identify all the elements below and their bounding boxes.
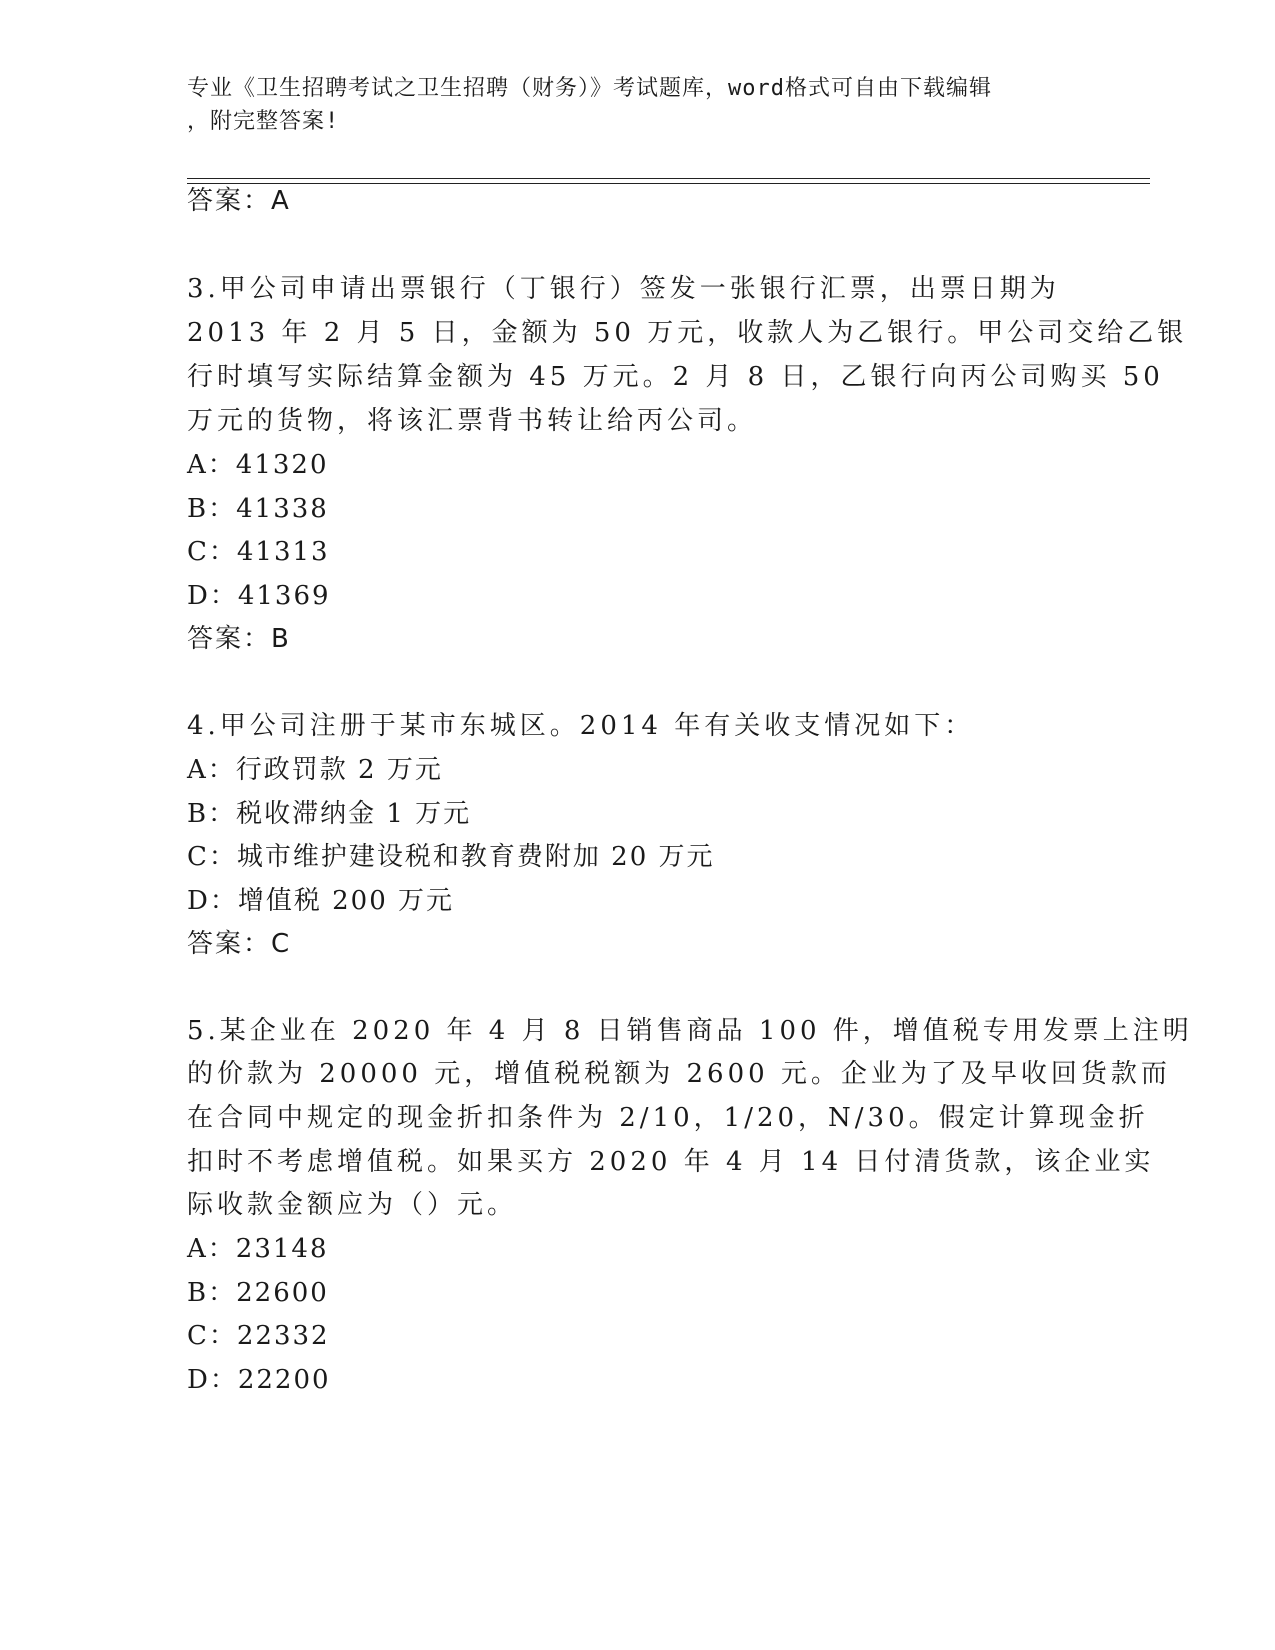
q4-text-line-1: 4.甲公司注册于某市东城区。2014 年有关收支情况如下： (187, 711, 975, 741)
q3-text-line-3: 行时填写实际结算金额为 45 万元。2 月 8 日，乙银行向丙公司购买 50 (187, 362, 1164, 392)
answer-previous-question: 答案：A (187, 186, 291, 216)
q3-option-d: D：41369 (187, 581, 331, 611)
q3-text-line-1: 3.甲公司申请出票银行（丁银行）签发一张银行汇票，出票日期为 (187, 274, 1060, 304)
q5-text-line-4: 扣时不考虑增值税。如果买方 2020 年 4 月 14 日付清货款，该企业实 (187, 1147, 1155, 1177)
q4-answer: 答案：C (187, 929, 292, 959)
q4-option-a: A：行政罚款 2 万元 (187, 755, 443, 785)
q3-option-b: B：41338 (187, 494, 329, 524)
q5-option-d: D：22200 (187, 1365, 331, 1395)
header-divider-top (187, 178, 1150, 179)
q3-text-line-2: 2013 年 2 月 5 日，金额为 50 万元，收款人为乙银行。甲公司交给乙银 (187, 318, 1188, 348)
q5-option-a: A：23148 (187, 1234, 329, 1264)
q5-option-b: B：22600 (187, 1278, 329, 1308)
q3-option-c: C：41313 (187, 537, 330, 567)
q3-option-a: A：41320 (187, 450, 329, 480)
q5-text-line-2: 的价款为 20000 元，增值税税额为 2600 元。企业为了及早收回货款而 (187, 1059, 1171, 1089)
q5-text-line-5: 际收款金额应为（）元。 (187, 1190, 518, 1220)
q4-option-d: D：增值税 200 万元 (187, 886, 455, 916)
header-divider-bottom (187, 183, 1150, 184)
q5-text-line-1: 5.某企业在 2020 年 4 月 8 日销售商品 100 件，增值税专用发票上注明 (187, 1016, 1193, 1046)
q3-answer: 答案：B (187, 624, 291, 654)
document-header (187, 72, 1087, 138)
header-line-1: 专业《卫生招聘考试之卫生招聘（财务）》考试题库，word格式可自由下载编辑 (187, 76, 992, 101)
header-line-2: ，附完整答案! (187, 109, 340, 134)
q5-text-line-3: 在合同中规定的现金折扣条件为 2/10，1/20，N/30。假定计算现金折 (187, 1103, 1149, 1133)
q3-text-line-4: 万元的货物，将该汇票背书转让给丙公司。 (187, 406, 758, 436)
q5-option-c: C：22332 (187, 1321, 330, 1351)
q4-option-b: B：税收滞纳金 1 万元 (187, 799, 472, 829)
q4-option-c: C：城市维护建设税和教育费附加 20 万元 (187, 842, 715, 872)
